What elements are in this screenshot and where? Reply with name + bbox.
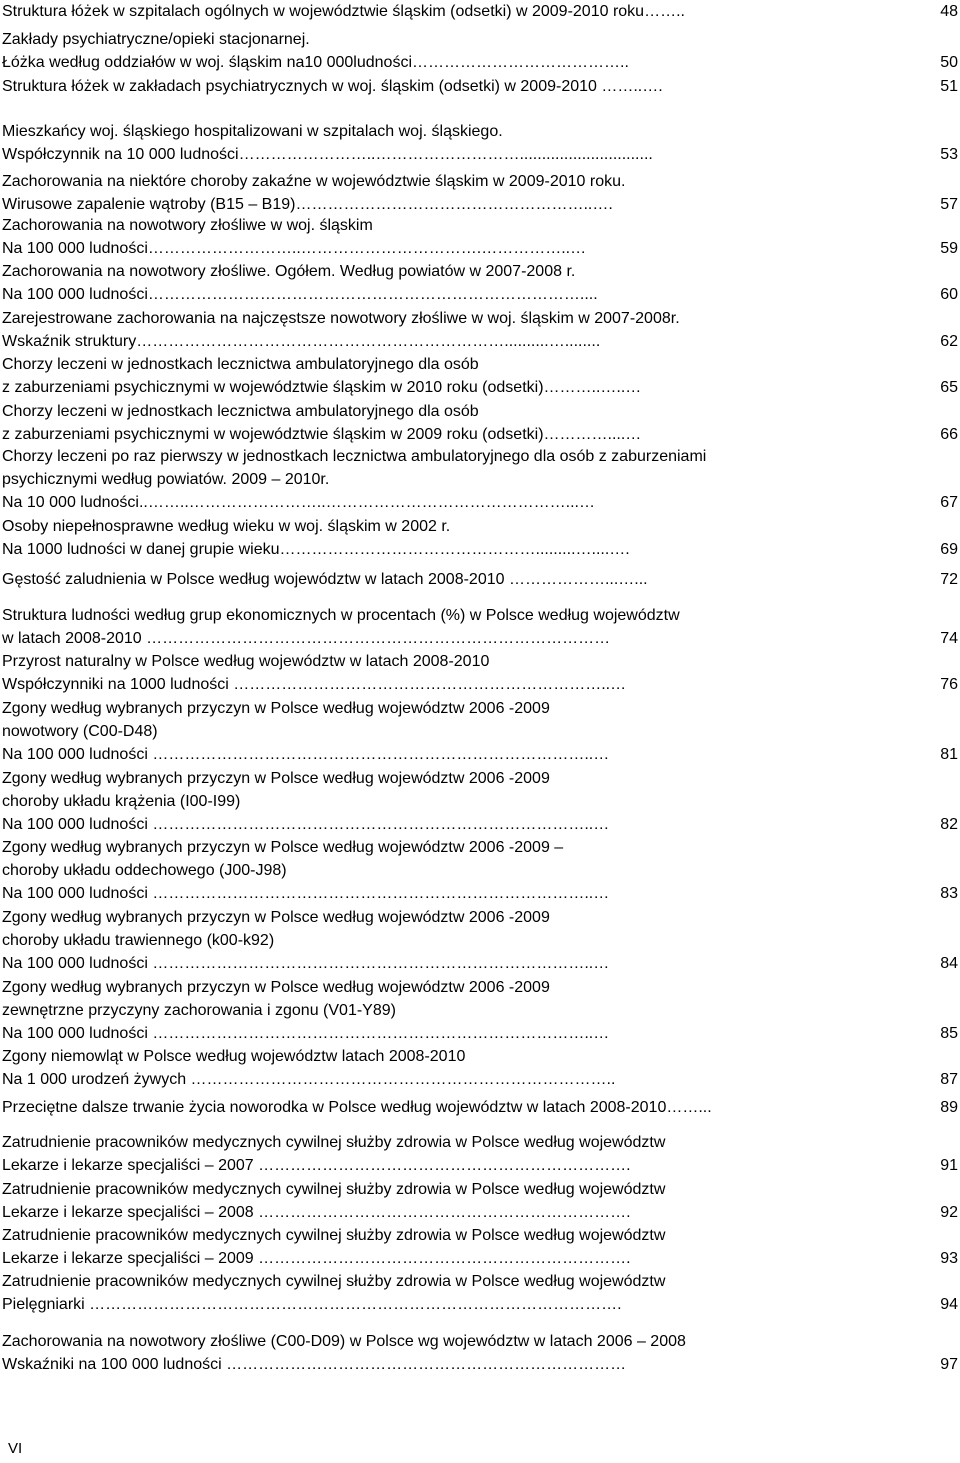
toc-entry-line: Zachorowania na niektóre choroby zakaźne w województwie śląskim w 2009-2010 roku.	[2, 173, 626, 190]
toc-entry-line: Zgony według wybranych przyczyn w Polsce według województw 2006 -2009	[2, 979, 550, 996]
toc-entry-line: Zatrudnienie pracowników medycznych cywilnej służby zdrowia w Polsce według województw	[2, 1227, 666, 1244]
toc-page-number: 94	[940, 1296, 958, 1313]
toc-entry-line: Chorzy leczeni w jednostkach lecznictwa ambulatoryjnego dla osób	[2, 356, 479, 373]
toc-entry-line: Na 100 000 ludności ………………………………………………………………………..…	[2, 746, 610, 763]
toc-page-number: 48	[940, 3, 958, 20]
toc-entry-line: Zatrudnienie pracowników medycznych cywilnej służby zdrowia w Polsce według województw	[2, 1273, 666, 1290]
toc-entry-line: choroby układu trawiennego (k00-k92)	[2, 932, 275, 949]
toc-page-number: 53	[940, 146, 958, 163]
toc-entry-line: Lekarze i lekarze specjaliści – 2009 …………………………………………………………….	[2, 1250, 631, 1267]
toc-entry-line: Zgony niemowląt w Polsce według województw latach 2008-2010	[2, 1048, 466, 1065]
toc-entry[interactable]	[2, 906, 958, 975]
toc-page-number: 65	[940, 379, 958, 396]
toc-entry[interactable]	[2, 1178, 958, 1224]
toc-entry[interactable]	[2, 976, 958, 1045]
toc-entry-line: Struktura łóżek w szpitalach ogólnych w województwie śląskim (odsetki) w 2009-2010 roku……..	[2, 3, 685, 20]
toc-entry[interactable]	[2, 28, 958, 74]
toc-entry-line: Wskaźniki na 100 000 ludności …………………………………………………………………	[2, 1356, 627, 1373]
toc-entry-line: w latach 2008-2010 ……………………………………………………………………………	[2, 630, 611, 647]
toc-entry[interactable]	[2, 697, 958, 766]
toc-entry-line: Pielęgniarki ……………………………………………………………………………………….	[2, 1296, 622, 1313]
toc-page-number: 84	[940, 955, 958, 972]
toc-entry[interactable]	[2, 214, 958, 260]
toc-entry-line: Zatrudnienie pracowników medycznych cywilnej służby zdrowia w Polsce według województw	[2, 1134, 666, 1151]
toc-entry[interactable]	[2, 836, 958, 905]
toc-page-number: 57	[940, 196, 958, 213]
toc-entry-line: Współczynniki na 1000 ludności ……………………………………………………………..…	[2, 676, 627, 693]
toc-entry-line: Na 1000 ludności w danej grupie wieku………………………………………….........…....….	[2, 541, 630, 558]
toc-entry-line: Wskaźnik struktury……………………………………………………………..........…........	[2, 333, 601, 350]
toc-page-number: 83	[940, 885, 958, 902]
toc-entry-line: psychicznymi według powiatów. 2009 – 2010r.	[2, 471, 330, 488]
toc-entry[interactable]	[2, 353, 958, 399]
toc-entry[interactable]	[2, 307, 958, 353]
toc-entry[interactable]	[2, 604, 958, 650]
toc-entry-line: Zachorowania na nowotwory złośliwe. Ogółem. Według powiatów w 2007-2008 r.	[2, 263, 576, 280]
toc-page-number: 72	[940, 571, 958, 588]
toc-entry[interactable]	[2, 120, 958, 166]
toc-page-number: 81	[940, 746, 958, 763]
toc-entry[interactable]	[2, 1131, 958, 1177]
toc-entry-line: Na 100 000 ludności………………………………………………………………………....	[2, 286, 598, 303]
toc-page-number: 92	[940, 1204, 958, 1221]
toc-page-number: 76	[940, 676, 958, 693]
toc-entry-line: choroby układu krążenia (I00-I99)	[2, 793, 241, 810]
toc-entry-line: Gęstość zaludnienia w Polsce według województw w latach 2008-2010 ………………...…...	[2, 571, 648, 588]
toc-entry-line: Zachorowania na nowotwory złośliwe w woj. śląskim	[2, 217, 373, 234]
toc-page-number: 93	[940, 1250, 958, 1267]
toc-entry[interactable]	[2, 650, 958, 696]
toc-entry-line: Zgony według wybranych przyczyn w Polsce według województw 2006 -2009	[2, 909, 550, 926]
toc-entry-line: Łóżka według oddziałów w woj. śląskim na10 000ludności…………………………………..	[2, 54, 629, 71]
toc-entry-line: Na 100 000 ludności ………………………………………………………………………..…	[2, 1025, 610, 1042]
toc-page-number: 67	[940, 494, 958, 511]
toc-entry[interactable]	[2, 0, 958, 23]
toc-entry[interactable]	[2, 1224, 958, 1270]
toc-page-number: 91	[940, 1157, 958, 1174]
toc-entry-line: Na 10 000 ludności..……..……………………..………………………………………...…	[2, 494, 595, 511]
toc-page-number: 87	[940, 1071, 958, 1088]
toc-page-number: 62	[940, 333, 958, 350]
toc-entry-line: Na 100 000 ludności ………………………………………………………………………..…	[2, 816, 610, 833]
toc-entry-line: Struktura łóżek w zakładach psychiatrycznych w woj. śląskim (odsetki) w 2009-2010 ……..….	[2, 78, 663, 95]
toc-entry-line: Lekarze i lekarze specjaliści – 2008 …………………………………………………………….	[2, 1204, 631, 1221]
toc-entry-line: Współczynnik na 10 000 ludności……………………..………………………..............................	[2, 146, 653, 163]
toc-entry[interactable]	[2, 1330, 958, 1376]
toc-entry-line: Zakłady psychiatryczne/opieki stacjonarnej.	[2, 31, 310, 48]
toc-page-number: 59	[940, 240, 958, 257]
toc-entry-line: Przyrost naturalny w Polsce według województw w latach 2008-2010	[2, 653, 490, 670]
toc-entry-line: Osoby niepełnosprawne według wieku w woj. śląskim w 2002 r.	[2, 518, 451, 535]
toc-entry[interactable]	[2, 75, 958, 98]
toc-entry-line: Na 100 000 ludności ………………………………………………………………………..…	[2, 955, 610, 972]
toc-entry[interactable]	[2, 260, 958, 306]
toc-page-number: 97	[940, 1356, 958, 1373]
toc-entry[interactable]	[2, 515, 958, 561]
page-number-footer: VI	[8, 1440, 23, 1457]
toc-entry-line: Zgony według wybranych przyczyn w Polsce według województw 2006 -2009	[2, 700, 550, 717]
toc-page-number: 66	[940, 426, 958, 443]
toc-entry[interactable]	[2, 1270, 958, 1316]
toc-page-number: 69	[940, 541, 958, 558]
toc-page-number: 89	[940, 1099, 958, 1116]
toc-entry[interactable]	[2, 445, 958, 514]
toc-entry-line: Zachorowania na nowotwory złośliwe (C00-D09) w Polsce wg województw w latach 2006 – 2008	[2, 1333, 686, 1350]
toc-entry-line: Na 100 000 ludności ………………………………………………………………………..…	[2, 885, 610, 902]
toc-entry-line: Lekarze i lekarze specjaliści – 2007 …………………………………………………………….	[2, 1157, 631, 1174]
toc-entry[interactable]	[2, 568, 958, 591]
toc-entry-line: choroby układu oddechowego (J00-J98)	[2, 862, 287, 879]
toc-entry-line: nowotwory (C00-D48)	[2, 723, 158, 740]
toc-entry-line: Chorzy leczeni po raz pierwszy w jednostkach lecznictwa ambulatoryjnego dla osób z zaburzeniami	[2, 448, 707, 465]
toc-entry-line: zewnętrzne przyczyny zachorowania i zgonu (V01-Y89)	[2, 1002, 396, 1019]
toc-entry-line: Wirusowe zapalenie wątroby (B15 – B19)………………………………………………..….	[2, 196, 613, 213]
toc-page-number: 85	[940, 1025, 958, 1042]
toc-entry-line: z zaburzeniami psychicznymi w województwie śląskim w 2009 roku (odsetki)…………....…	[2, 426, 642, 443]
toc-entry[interactable]	[2, 400, 958, 446]
toc-entry-line: Struktura ludności według grup ekonomicznych w procentach (%) w Polsce według województw	[2, 607, 680, 624]
toc-page-number: 51	[940, 78, 958, 95]
toc-page-number: 82	[940, 816, 958, 833]
toc-entry-line: Na 1 000 urodzeń żywych ……………………………………………………………………..	[2, 1071, 616, 1088]
toc-entry-line: Mieszkańcy woj. śląskiego hospitalizowani w szpitalach woj. śląskiego.	[2, 123, 503, 140]
toc-entry-line: Chorzy leczeni w jednostkach lecznictwa ambulatoryjnego dla osób	[2, 403, 479, 420]
toc-entry-line: Zgony według wybranych przyczyn w Polsce według województw 2006 -2009 –	[2, 839, 564, 856]
toc-entry[interactable]	[2, 1045, 958, 1091]
toc-entry-line: z zaburzeniami psychicznymi w województwie śląskim w 2010 roku (odsetki)………..…..…	[2, 379, 642, 396]
toc-page-number: 50	[940, 54, 958, 71]
toc-page-number: 74	[940, 630, 958, 647]
toc-entry-line: Na 100 000 ludności………………………..…………………………….……………..…	[2, 240, 587, 257]
toc-entry-line: Zatrudnienie pracowników medycznych cywilnej służby zdrowia w Polsce według województw	[2, 1181, 666, 1198]
toc-entry-line: Zarejestrowane zachorowania na najczęstsze nowotwory złośliwe w woj. śląskim w 2007-2008r.	[2, 310, 680, 327]
toc-entry[interactable]	[2, 1096, 958, 1119]
toc-entry-line: Zgony według wybranych przyczyn w Polsce według województw 2006 -2009	[2, 770, 550, 787]
toc-page-number: 60	[940, 286, 958, 303]
toc-entry[interactable]	[2, 170, 958, 216]
toc-entry[interactable]	[2, 767, 958, 836]
toc-entry-line: Przeciętne dalsze trwanie życia noworodka w Polsce według województw w latach 2008-2010……...	[2, 1099, 712, 1116]
